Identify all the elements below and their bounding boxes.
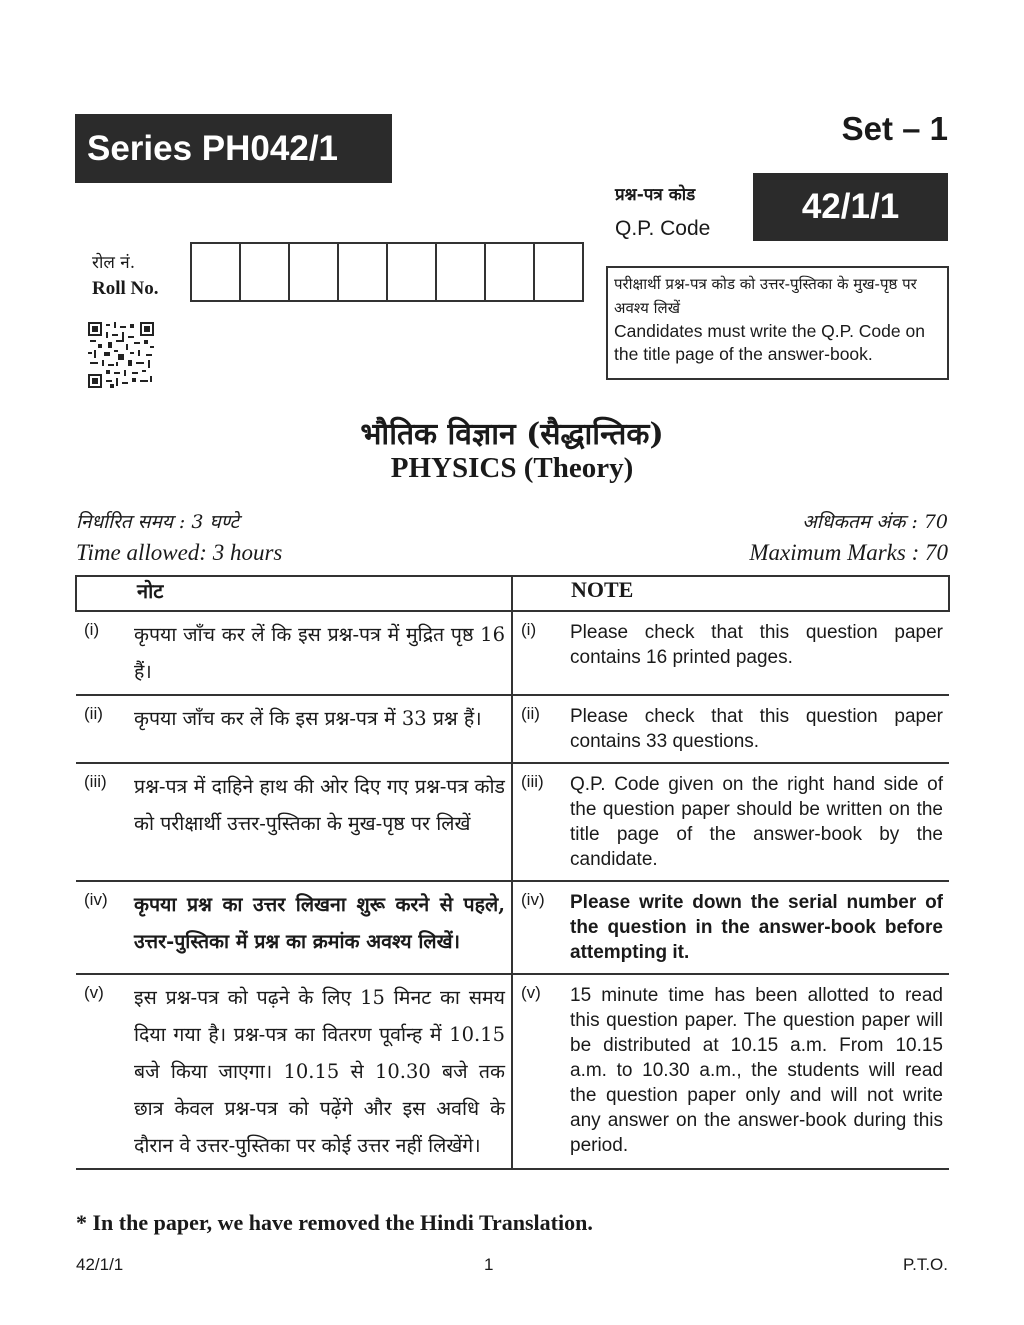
note-row [76,695,949,763]
note-text-hindi: कृपया जाँच कर लें कि इस प्रश्न-पत्र में मुद्रित पृष्ठ 16 हैं। [126,611,512,695]
note-text-hindi: प्रश्न-पत्र में दाहिने हाथ की ओर दिए गए प्रश्न-पत्र कोड को परीक्षार्थी उत्तर-पुस्तिका के मुख-पृष्ठ पर लिखें [126,763,512,881]
roll-digit-box[interactable] [192,244,241,300]
maximum-marks-hindi: अधिकतम अंक : 70 [802,511,948,533]
note-text-hindi: कृपया प्रश्न का उत्तर लिखना शुरू करने से पहले, उत्तर-पुस्तिका में प्रश्न का क्रमांक अवश्य लिखें। [126,881,512,974]
qp-code-label [615,178,710,246]
notes-header-english: NOTE [512,576,949,611]
note-number: (v) [76,974,126,1169]
note-text-english: Please check that this question paper contains 16 printed pages. [562,611,949,695]
note-text-hindi: कृपया जाँच कर लें कि इस प्रश्न-पत्र में 33 प्रश्न हैं। [126,695,512,763]
roll-number-label-hindi: रोल नं. [92,253,136,273]
note-text-english: Please check that this question paper contains 33 questions. [562,695,949,763]
note-text-english: 15 minute time has been allotted to read this question paper. The question paper will be distributed at 10.15 a.m. From 10.15 a.m. to 10.30 a.m., the students will read the question paper only and will not write any answer on the answer-book during this period. [562,974,949,1169]
note-number: (ii) [512,695,562,763]
note-number: (iii) [76,763,126,881]
note-row [76,611,949,695]
note-number: (iii) [512,763,562,881]
pto-label: P.T.O. [902,1255,948,1274]
roll-number-boxes[interactable] [190,242,584,302]
instruction-hindi: परीक्षार्थी प्रश्न-पत्र कोड को उत्तर-पुस्तिका के मुख-पृष्ठ पर अवश्य लिखें [614,275,917,317]
note-number: (iv) [512,881,562,974]
instruction-english: Candidates must write the Q.P. Code on the title page of the answer-book. [614,321,925,364]
qp-code-instruction-box [606,266,949,380]
footer-qp-code: 42/1/1 [76,1255,124,1274]
roll-digit-box[interactable] [241,244,290,300]
note-text-english: Please write down the serial number of the question in the answer-book before attempting it. [562,881,949,974]
qp-code-box: 42/1/1 [753,173,948,241]
series-label: Series PH042/1 [75,114,392,183]
roll-digit-box[interactable] [437,244,486,300]
roll-number-label-english: Roll No. [92,278,159,299]
note-row [76,763,949,881]
note-text-hindi: इस प्रश्न-पत्र को पढ़ने के लिए 15 मिनट का समय दिया गया है। प्रश्न-पत्र का वितरण पूर्वान्ह में 10.15 बजे किया जाएगा। 10.15 से 10.30 बजे तक छात्र केवल प्रश्न-पत्र को पढ़ेंगे और इस अवधि के दौरान वे उत्तर-पुस्तिका पर कोई उत्तर नहीं लिखेंगे। [126,974,512,1169]
note-number: (v) [512,974,562,1169]
note-number: (i) [76,611,126,695]
qr-code-icon [88,322,154,388]
subject-title-hindi: भौतिक विज्ञान (सैद्धान्तिक) [360,417,664,452]
note-number: (iv) [76,881,126,974]
time-allowed-english: Time allowed: 3 hours [76,540,283,565]
roll-digit-box[interactable] [486,244,535,300]
footnote: * In the paper, we have removed the Hindi Translation. [76,1210,593,1235]
notes-table-header [76,576,949,611]
roll-digit-box[interactable] [388,244,437,300]
roll-digit-box[interactable] [535,244,582,300]
roll-digit-box[interactable] [339,244,388,300]
qp-code-label-hindi: प्रश्न-पत्र कोड [615,185,696,205]
note-number: (i) [512,611,562,695]
maximum-marks-english: Maximum Marks : 70 [749,540,948,565]
notes-header-hindi: नोट [76,576,512,611]
note-row [76,881,949,974]
roll-number-label [92,250,159,302]
note-text-english: Q.P. Code given on the right hand side of the question paper should be written on the title page of the answer-book by the candidate. [562,763,949,881]
note-row [76,974,949,1169]
qp-code-label-english: Q.P. Code [615,217,711,240]
note-number: (ii) [76,695,126,763]
roll-digit-box[interactable] [290,244,339,300]
page-number: 1 [484,1255,494,1274]
subject-title-english: PHYSICS (Theory) [390,452,634,484]
time-allowed-hindi: निर्धारित समय : 3 घण्टे [76,511,240,533]
notes-table [75,575,950,1170]
set-label: Set – 1 [841,110,948,147]
